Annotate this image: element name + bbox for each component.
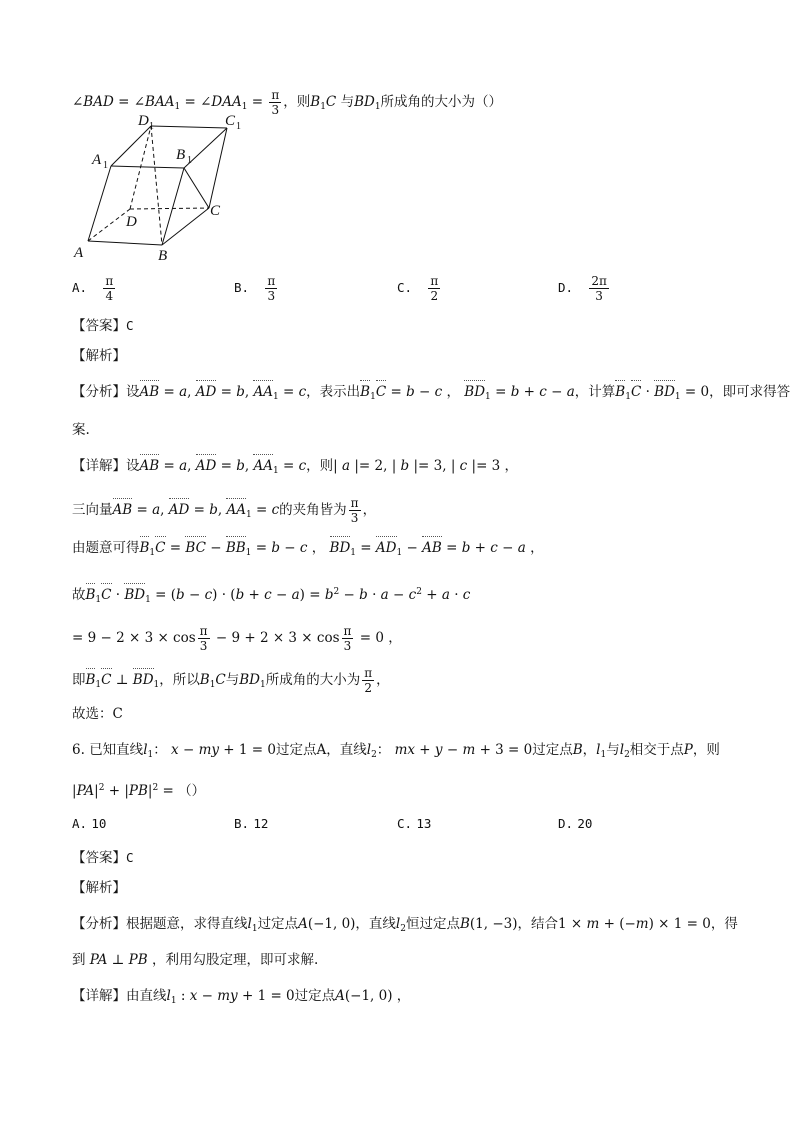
q5-condition: ∠BAD = $\angle BAA_1$ = $\angle DAA_1$ = $\frac{\pi}{3}$ ，则$B_1C$ 与$BD_1$所成角的大小为（） bbox=[72, 88, 503, 117]
label-B1: B bbox=[176, 147, 186, 163]
q5-option-d: D. $\frac{2\pi}{3}$ bbox=[558, 274, 607, 303]
label-C: C bbox=[210, 203, 221, 219]
q5-option-a: A. $\frac{\pi}{4}$ bbox=[72, 274, 114, 303]
svg-text:1: 1 bbox=[149, 121, 154, 132]
q6-stem-1: 6. 已知直线$l_1$： x − my + 1 = 0过定点A，直线$l_2$： mx + y − m + 3 = 0过定点B，$l_1$与$l_2$相交于点P，则 bbox=[72, 742, 720, 760]
q5-xiangjie-5: = 9 − 2 × 3 × cos $\frac{\pi}{3}$ − 9 + 2 × 3 × cos $\frac{\pi}{3}$ = 0 ， bbox=[72, 624, 402, 653]
label-A1: A bbox=[92, 152, 102, 168]
q5-answer: 【答案】C bbox=[72, 318, 134, 334]
q5-xiangjie-6: 即$B_1C$ ⊥ $BD_1$，所以$B_1C$与$BD_1$所成角的大小为 $\frac{\pi}{2}$ ， bbox=[72, 666, 390, 695]
label-B: B bbox=[158, 248, 168, 264]
label-D: D bbox=[126, 214, 137, 230]
q6-analysis-heading: 【解析】 bbox=[72, 880, 126, 896]
q6-xiangjie-1: 【详解】由直线$l_1$ : x − my + 1 = 0过定点A(−1, 0) ， bbox=[72, 988, 411, 1006]
q5-fenxi-cont: 案. bbox=[72, 422, 90, 438]
q6-option-b: B. 12 bbox=[234, 816, 269, 831]
svg-text:1: 1 bbox=[103, 160, 108, 171]
q6-stem-2: $|PA|^2 + |PB|^2$ = （） bbox=[72, 783, 206, 799]
label-A: A bbox=[74, 245, 84, 261]
q6-option-d: D. 20 bbox=[558, 816, 593, 831]
q6-fenxi: 【分析】根据题意，求得直线$l_1$过定点A(−1, 0)，直线$l_2$恒过定点B(1, −3)，结合1 × m + (−m) × 1 = 0，得 bbox=[72, 916, 738, 934]
label-C1: C bbox=[225, 113, 236, 129]
q6-answer: 【答案】C bbox=[72, 850, 134, 866]
q5-fenxi: 【分析】设AB = a, AD = b, $AA_1 = c$，表示出$B_1C = b - c$ ， $BD_1 = b + c - a$，计算$B_1C \cdot BD_1 = 0$，即可求得答 bbox=[72, 384, 791, 402]
q5-xiangjie-3: 由题意可得$B_1C$ = BC − $BB_1 = b - c$ ， $BD_1 = AD_1$ − AB = b + c − a ， bbox=[72, 540, 544, 558]
q5-xiangjie-1: 【详解】设AB = a, AD = b, $AA_1 = c$，则| a |= 2, | b |= 3, | c |= 3 ， bbox=[72, 458, 519, 476]
q6-fenxi-cont: 到 PA ⊥ PB ，利用勾股定理，即可求解. bbox=[72, 952, 319, 968]
q6-option-c: C. 13 bbox=[397, 816, 432, 831]
q5-option-b: B. $\frac{\pi}{3}$ bbox=[234, 274, 276, 303]
q5-choose: 故选：C bbox=[72, 706, 123, 722]
q5-analysis-heading: 【解析】 bbox=[72, 348, 126, 364]
q5-option-c: C. $\frac{\pi}{2}$ bbox=[397, 274, 439, 303]
q6-option-a: A. 10 bbox=[72, 816, 107, 831]
svg-text:1: 1 bbox=[236, 121, 241, 132]
q5-xiangjie-4: 故$B_1C \cdot BD_1 = (b - c) \cdot (b + c - a) = b^2 - b \cdot a - c^2 + a \cdot c$ bbox=[72, 587, 471, 605]
svg-text:1: 1 bbox=[187, 155, 192, 166]
q5-xiangjie-2: 三向量AB = a, AD = b, $AA_1 = c$的夹角皆为 $\frac{\pi}{3}$ ， bbox=[72, 496, 377, 525]
label-D1: D bbox=[138, 113, 149, 129]
parallelepiped-figure bbox=[70, 108, 260, 266]
